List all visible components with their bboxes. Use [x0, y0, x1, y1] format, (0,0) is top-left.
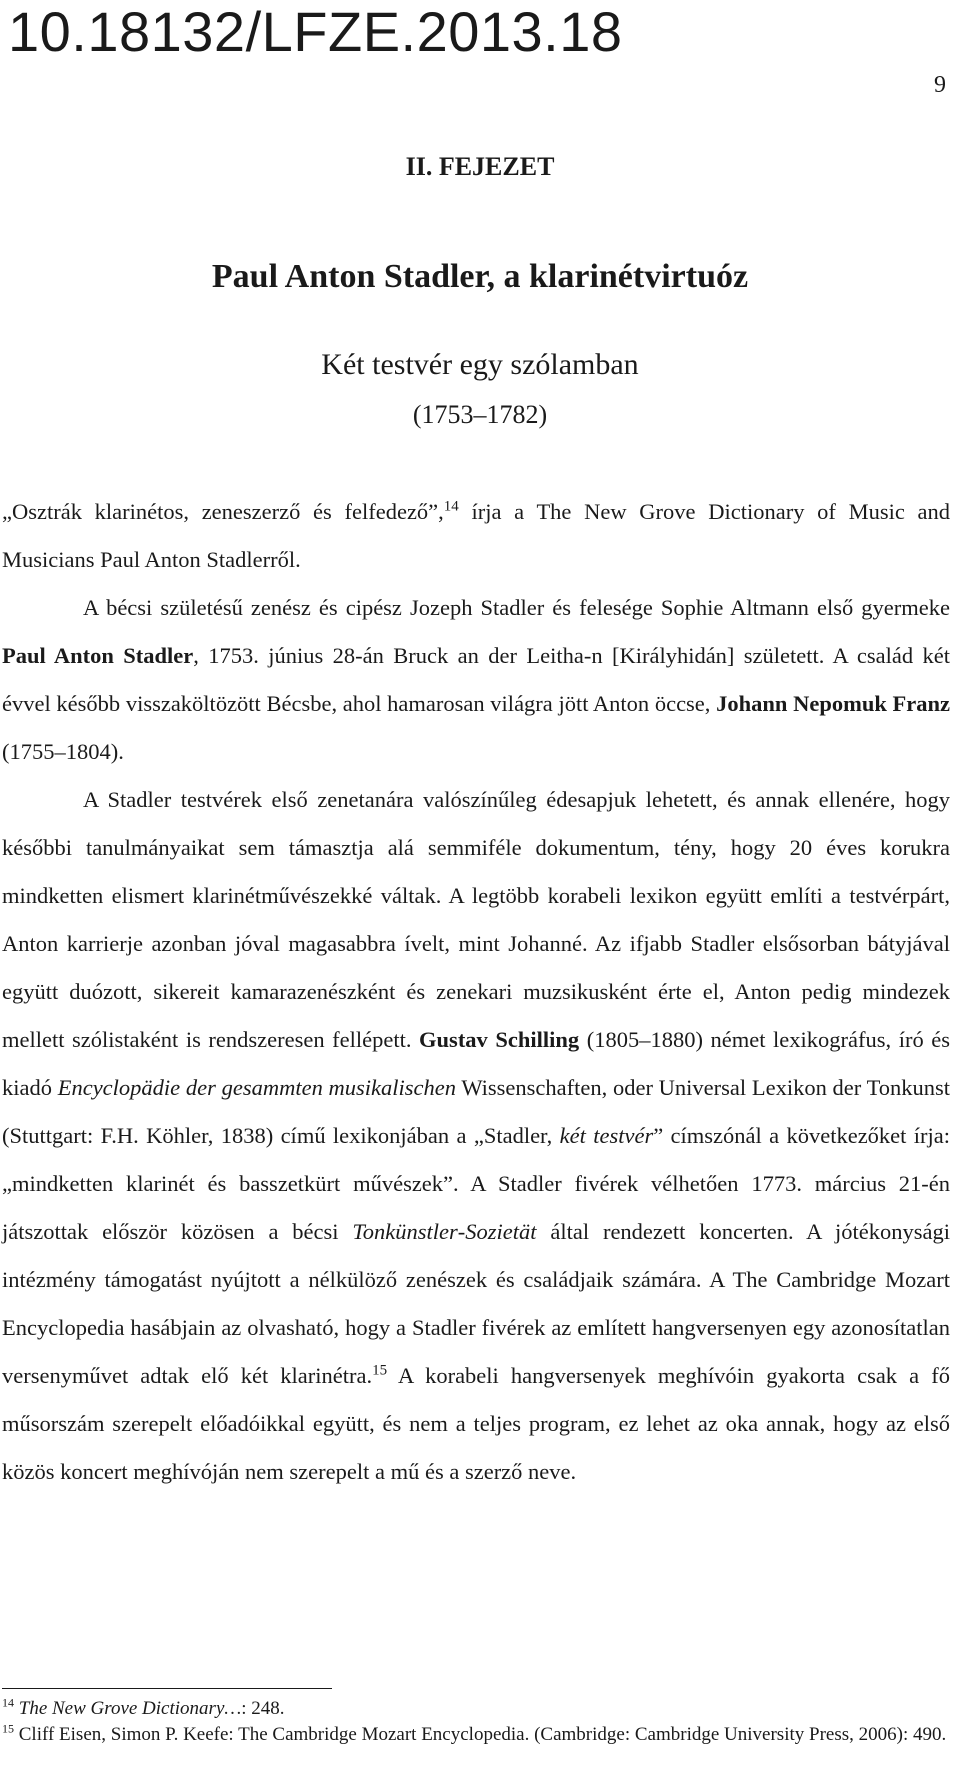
- chapter-title: Paul Anton Stadler, a klarinétvirtuóz: [211, 258, 749, 295]
- text-span: A Stadler testvérek első zenetanára valószínűleg édesapjuk lehetett, és annak ellenére, hogy későbbi tanulmányaikat sem támasztja alá semmiféle dokumentum, tény, hogy 20 éves korukra mindketten elismert klarinétművészekké váltak. A legtöbb korabeli lexikon együtt említi a testvérpárt, Anton karrierje azonban jóval magasabbra ívelt, mint Johanné. Az ifjabb Stadler elsősorban bátyjával együtt duózott, sikereit kamarazenészként és zenekari muzsikusként érte el, Anton pedig mindezek mellett szólistaként is rendszeresen fellépett.: [2, 787, 950, 1052]
- body-text: [2, 488, 950, 1496]
- footnote-italic: The New Grove Dictionary…: [18, 1698, 242, 1719]
- chapter-years: (1753–1782): [412, 400, 548, 429]
- footnote-15: [2, 1722, 950, 1748]
- chapter-heading: II. FEJEZET: [405, 152, 555, 181]
- footnote-number: 15: [2, 1721, 14, 1736]
- text-span: , 1753. június 28-án Bruck an der Leitha-n [Királyhidán] született. A család két évvel később visszaköltözött Bécsbe, ahol hamarosan világra jött Anton öccse,: [2, 643, 950, 716]
- text-span: A bécsi születésű zenész és cipész Jozeph Stadler és felesége Sophie Altmann első gyermeke: [83, 595, 950, 620]
- italic-term: Sozietät: [465, 1219, 537, 1244]
- footnote-ref-15[interactable]: 15: [372, 1362, 388, 1379]
- footnote-number: 14: [2, 1695, 14, 1710]
- footnote-divider: [2, 1688, 332, 1689]
- text-span: (1755–1804).: [2, 739, 124, 764]
- text-span: -: [457, 1219, 466, 1244]
- text-span: írja a The New Grove Dictionary of Music and Musicians Paul Anton Stadlerről.: [2, 499, 951, 572]
- work-title: Encyclopädie der gesammten musikalischen: [57, 1075, 457, 1100]
- paragraph-1: [2, 488, 950, 584]
- text-span: „Osztrák klarinétos, zeneszerző és felfedező”,: [2, 499, 444, 524]
- italic-term: két testvér: [559, 1123, 654, 1148]
- text-span: ” címszónál a következőket írja: „mindketten klarinét és basszetkürt művészek”. A Stadler fivérek vélhetően 1773. március 21-én játszottak először közösen a bécsi: [2, 1123, 951, 1244]
- italic-term: Tonkünstler: [352, 1219, 458, 1244]
- person-name: Paul Anton Stadler: [2, 643, 194, 668]
- footnote-ref-14[interactable]: 14: [443, 498, 459, 515]
- paragraph-3: [2, 776, 950, 1496]
- text-span: által rendezett koncerten. A jótékonysági intézmény támogatást nyújtott a nélkülöző zenészek és családjaik számára. A The Cambridge Mozart Encyclopedia hasábjain az olvasható, hogy a Stadler fivérek az említett hangversenyen egy azonosítatlan versenyművet adtak elő két klarinétra.: [2, 1219, 951, 1388]
- person-name: Gustav Schilling: [419, 1027, 580, 1052]
- text-span: Wissenschaften, oder Universal Lexikon der Tonkunst (Stuttgart: F.H. Köhler, 1838) című lexikonjában a „Stadler,: [2, 1075, 951, 1148]
- text-span: (1805–1880) német lexikográfus, író és kiadó: [2, 1027, 951, 1100]
- person-name: Johann Nepomuk Franz: [716, 691, 951, 716]
- paragraph-2: [2, 584, 950, 776]
- footnote-text: Cliff Eisen, Simon P. Keefe: The Cambridge Mozart Encyclopedia. (Cambridge: Cambridge University Press, 2006): 490.: [14, 1724, 947, 1745]
- page-number: 9: [934, 72, 946, 98]
- footnotes: [2, 1696, 950, 1748]
- footnote-text: : 248.: [241, 1698, 285, 1719]
- doi-header: 10.18132/LFZE.2013.18: [8, 0, 623, 63]
- chapter-subtitle: Két testvér egy szólamban: [321, 348, 639, 381]
- text-span: A korabeli hangversenyek meghívóin gyakorta csak a fő műsorszám szerepelt előadóikkal együtt, és nem a teljes program, ez lehet az oka annak, hogy az első közös koncert meghívóján nem szerepelt a mű és a szerző neve.: [2, 1363, 950, 1484]
- footnote-14: [2, 1696, 950, 1722]
